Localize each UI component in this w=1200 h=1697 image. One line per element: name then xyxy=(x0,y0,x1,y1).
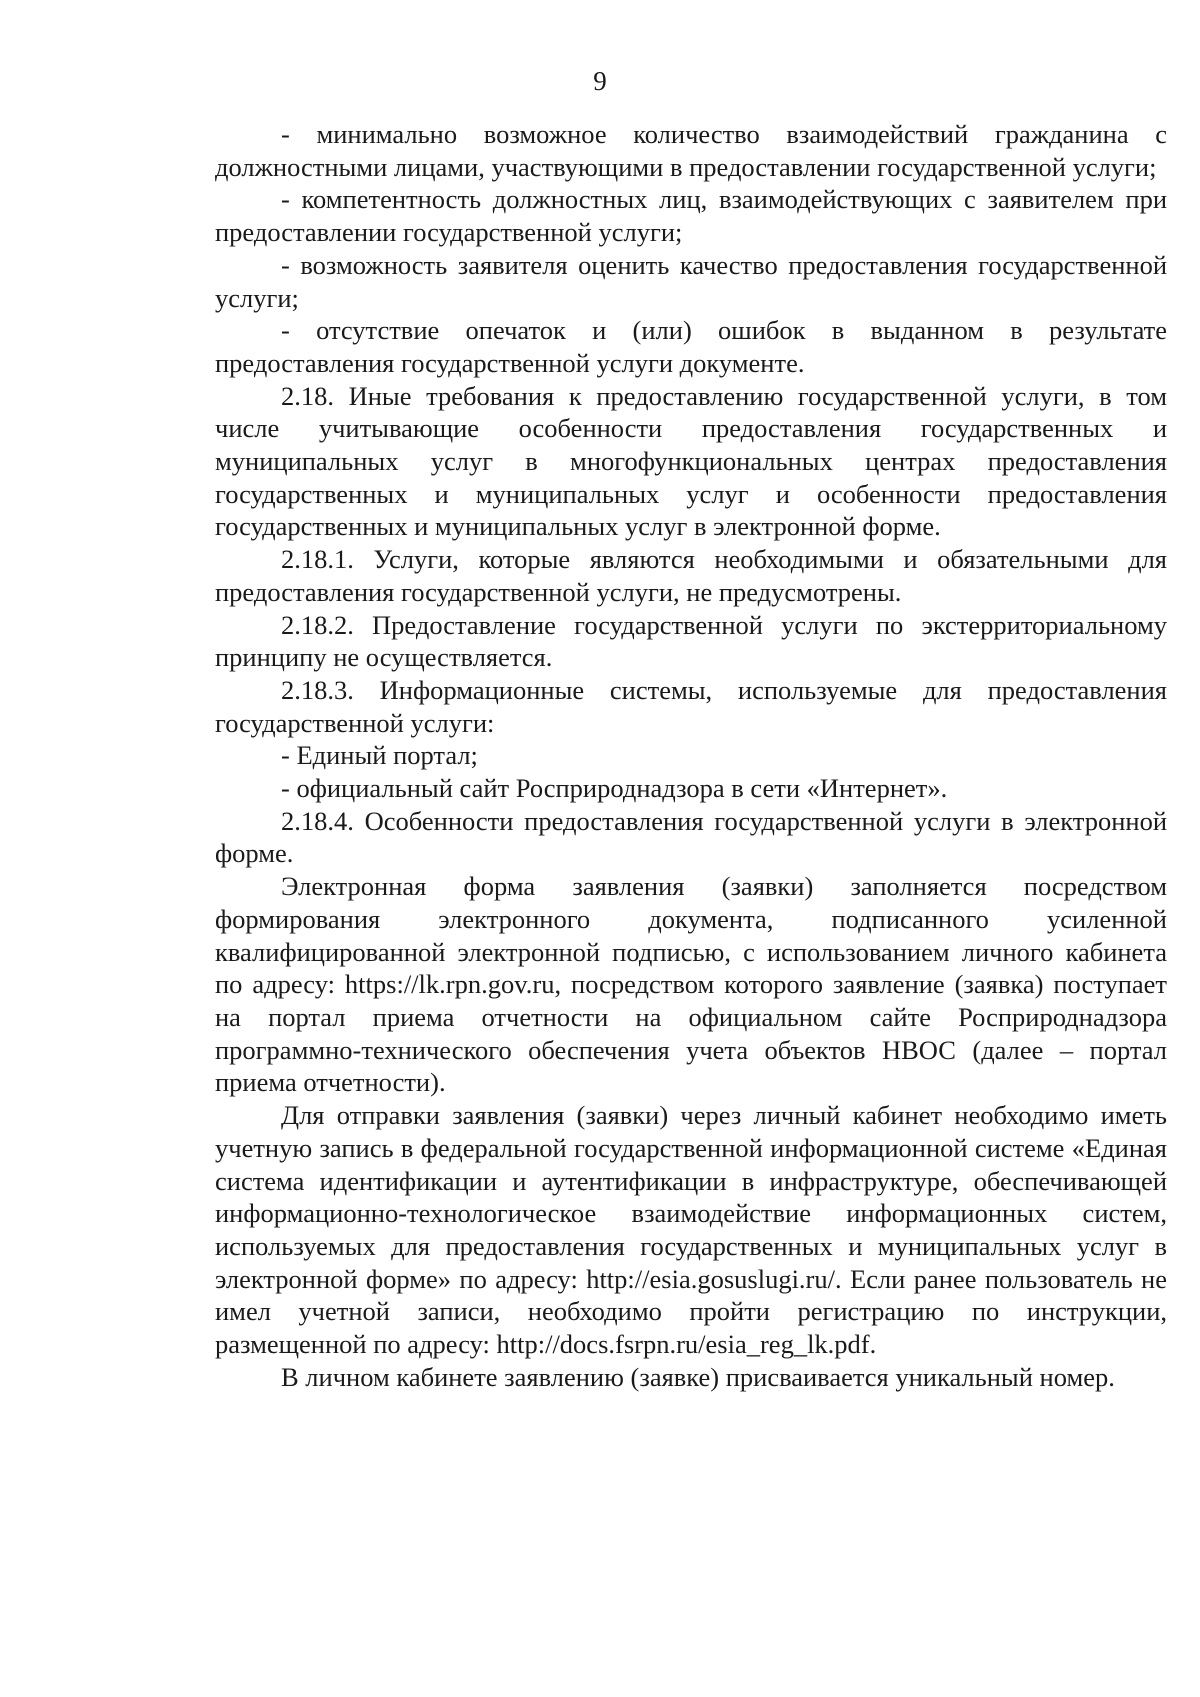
paragraph: 2.18. Иные требования к предоставлению государственной услуги, в том числе учитывающие особенности предоставления государственных и муниципальных услуг в многофункциональных центрах предоставления государственных и муниципальных услуг и особенности предоставления государственных и муниципальных услуг в электронной форме. xyxy=(215,380,1167,542)
document-body xyxy=(215,118,1167,1393)
paragraph: - минимально возможное количество взаимодействий гражданина с должностными лицами, участвующими в предоставлении государственной услуги; xyxy=(215,119,1167,182)
paragraph: - отсутствие опечаток и (или) ошибок в выданном в результате предоставления государственной услуги документе. xyxy=(215,315,1167,378)
paragraph: В личном кабинете заявлению (заявке) присваивается уникальный номер. xyxy=(281,1361,1115,1392)
paragraph: 2.18.4. Особенности предоставления государственной услуги в электронной форме. xyxy=(215,805,1167,869)
paragraph: Электронная форма заявления (заявки) заполняется посредством формирования электронного документа, подписанного усиленной квалифицированной электронной подписью, с использованием личного кабинета по адресу: https://lk.rpn.gov.ru, посредством которого заявление (заявка) поступает на портал приема отчетности на официальном сайте Росприроднадзора программно-технического обеспечения учета объектов НВОС (далее – портал приема отчетности). xyxy=(215,871,1167,1098)
paragraph: - возможность заявителя оценить качество предоставления государственной услуги; xyxy=(215,249,1167,313)
paragraph: Для отправки заявления (заявки) через личный кабинет необходимо иметь учетную запись в федеральной государственной информационной системе «Единая система идентификации и аутентификации в инфраструктуре, обеспечивающей информационно-технологическое взаимодействие информационных систем, используемых для предоставления государственных и муниципальных услуг в электронной форме» по адресу: http://esia.gosuslugi.ru/. Если ранее пользователь не имел учетной записи, необходимо пройти регистрацию по инструкции, размещенной по адресу: http://docs.fsrpn.ru/esia_reg_lk.pdf. xyxy=(215,1100,1167,1360)
paragraph: 2.18.1. Услуги, которые являются необходимыми и обязательными для предоставления государственной услуги, не предусмотрены. xyxy=(215,544,1167,607)
list-item: - официальный сайт Росприроднадзора в сети «Интернет». xyxy=(281,773,948,804)
page-number: 9 xyxy=(593,66,607,96)
paragraph: 2.18.3. Информационные системы, используемые для предоставления государственной услуги: xyxy=(215,674,1167,738)
list-item: - Единый портал; xyxy=(281,740,478,771)
paragraph: - компетентность должностных лиц, взаимодействующих с заявителем при предоставлении государственной услуги; xyxy=(215,184,1167,248)
paragraph: 2.18.2. Предоставление государственной услуги по экстерриториальному принципу не осуществляется. xyxy=(215,609,1167,673)
